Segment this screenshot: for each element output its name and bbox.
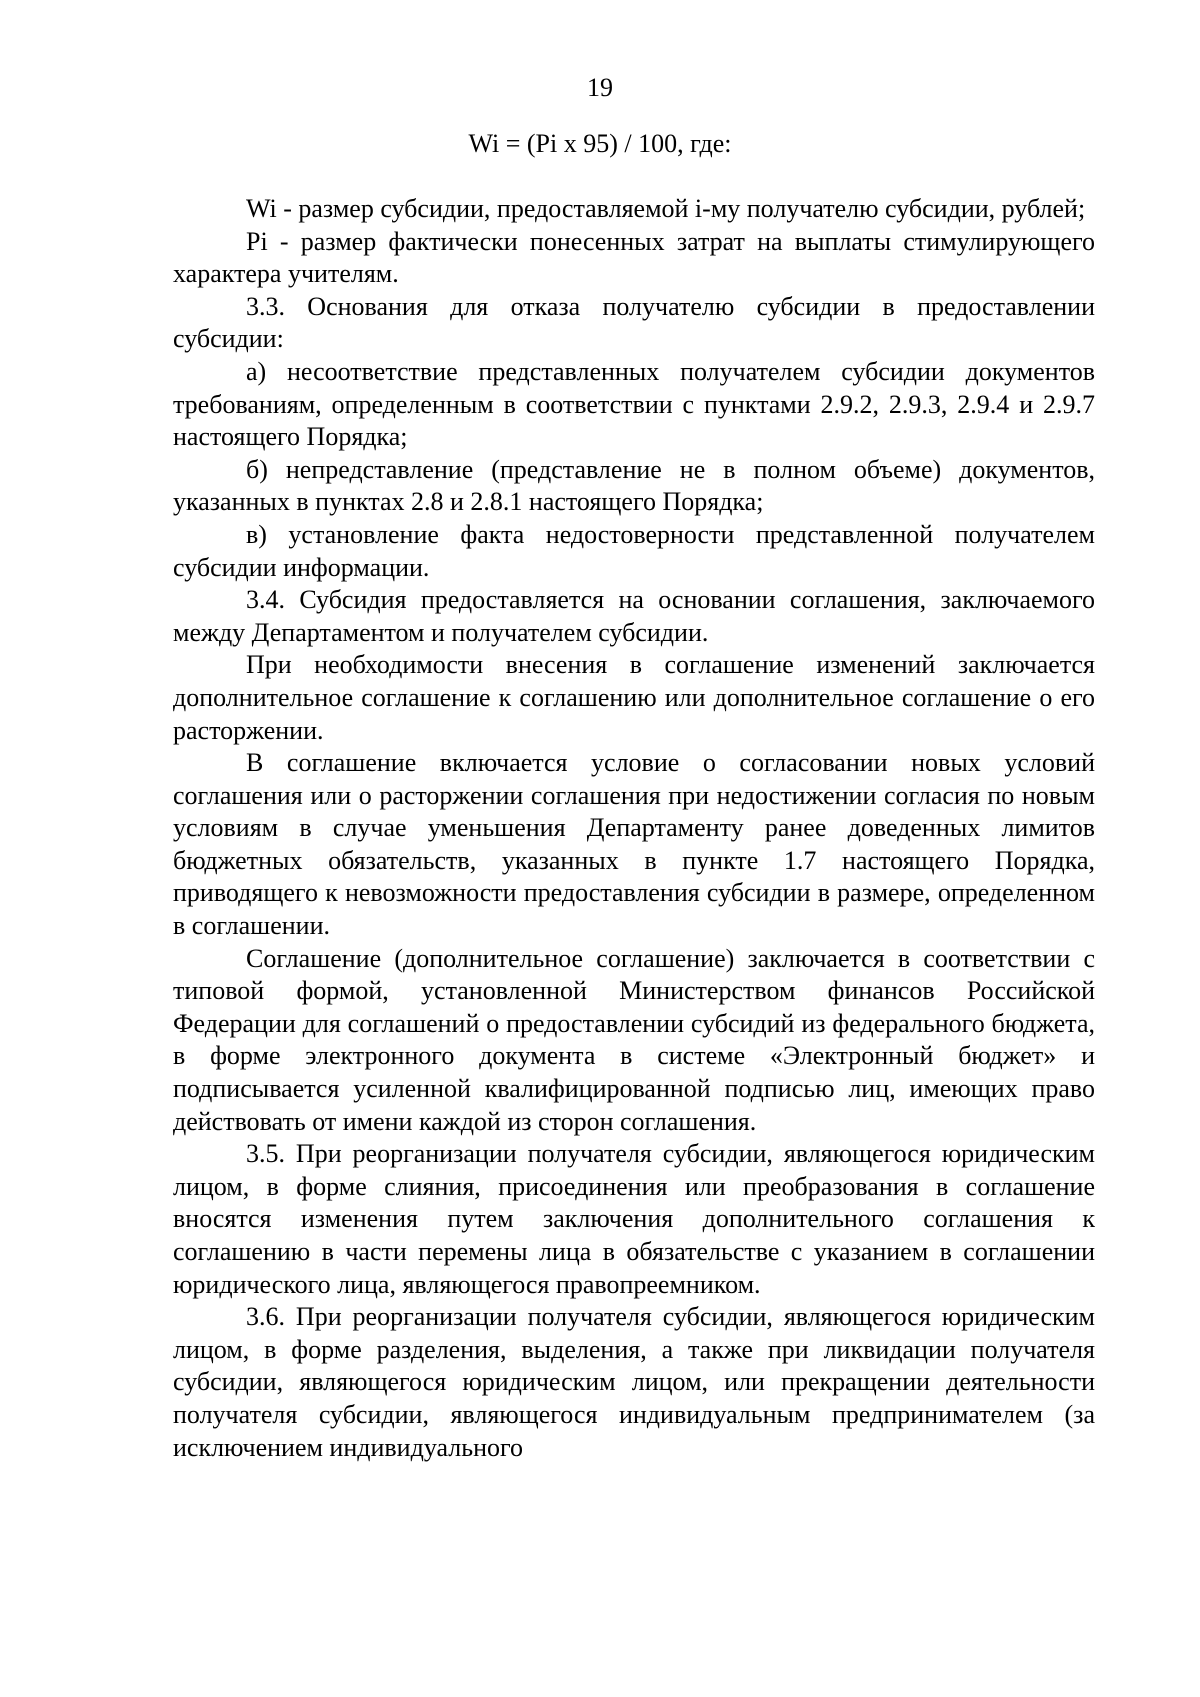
paragraph-3-4-agreement-form: Соглашение (дополнительное соглашение) заключается в соответствии с типовой формой, установленной Министерством финансов Российской Федерации для соглашений о предоставлении субсидий из федерального бюджета, в форме электронного документа в системе «Электронный бюджет» и подписывается усиленной квалифицированной подписью лиц, имеющих право действовать от имени каждой из сторон соглашения. xyxy=(173,943,1095,1136)
paragraph-3-4: 3.4. Субсидия предоставляется на основании соглашения, заключаемого между Департаментом и получателем субсидии. xyxy=(173,585,1095,647)
paragraph-3-3-b: б) непредставление (представление не в полном объеме) документов, указанных в пунктах 2.8 и 2.8.1 настоящего Порядка; xyxy=(173,454,1095,517)
paragraph-3-4-amendment: При необходимости внесения в соглашение изменений заключается дополнительное соглашение к соглашению или дополнительное соглашение о его расторжении. xyxy=(173,650,1095,745)
subsidy-formula: Wi = (Pi x 95) / 100, где: xyxy=(468,129,732,158)
paragraph-3-6: 3.6. При реорганизации получателя субсидии, являющегося юридическим лицом, в форме разделения, выделения, а также при ликвидации получателя субсидии, являющегося юридическим лицом, или прекращении деятельности получателя субсидии, являющегося индивидуальным предпринимателем (за исключением индивидуального xyxy=(173,1302,1095,1462)
paragraph-3-3: 3.3. Основания для отказа получателю субсидии в предоставлении субсидии: xyxy=(173,291,1095,354)
paragraph-3-3-a: а) несоответствие представленных получателем субсидии документов требованиям, определенным в соответствии с пунктами 2.9.2, 2.9.3, 2.9.4 и 2.9.7 настоящего Порядка; xyxy=(173,356,1095,452)
paragraph-3-3-v: в) установление факта недостоверности представленной получателем субсидии информации. xyxy=(173,519,1095,582)
paragraph-wi-definition: Wi - размер субсидии, предоставляемой i-му получателю субсидии, рублей; xyxy=(246,194,1086,223)
paragraph-3-4-conditions: В соглашение включается условие о согласовании новых условий соглашения или о расторжении соглашения при недостижении согласия по новым условиям в случае уменьшения Департаменту ранее доведенных лимитов бюджетных обязательств, указанных в пункте 1.7 настоящего Порядка, приводящего к невозможности предоставления субсидии в размере, определенном в соглашении. xyxy=(173,748,1095,941)
paragraph-pi-definition: Pi - размер фактически понесенных затрат на выплаты стимулирующего характера учителям. xyxy=(173,226,1095,289)
page-number: 19 xyxy=(587,73,613,102)
paragraph-3-5: 3.5. При реорганизации получателя субсидии, являющегося юридическим лицом, в форме слияния, присоединения или преобразования в соглашение вносятся изменения путем заключения дополнительного соглашения к соглашению в части перемены лица в обязательстве с указанием в соглашении юридического лица, являющегося правопреемником. xyxy=(173,1139,1095,1299)
document-body xyxy=(173,193,1095,1464)
